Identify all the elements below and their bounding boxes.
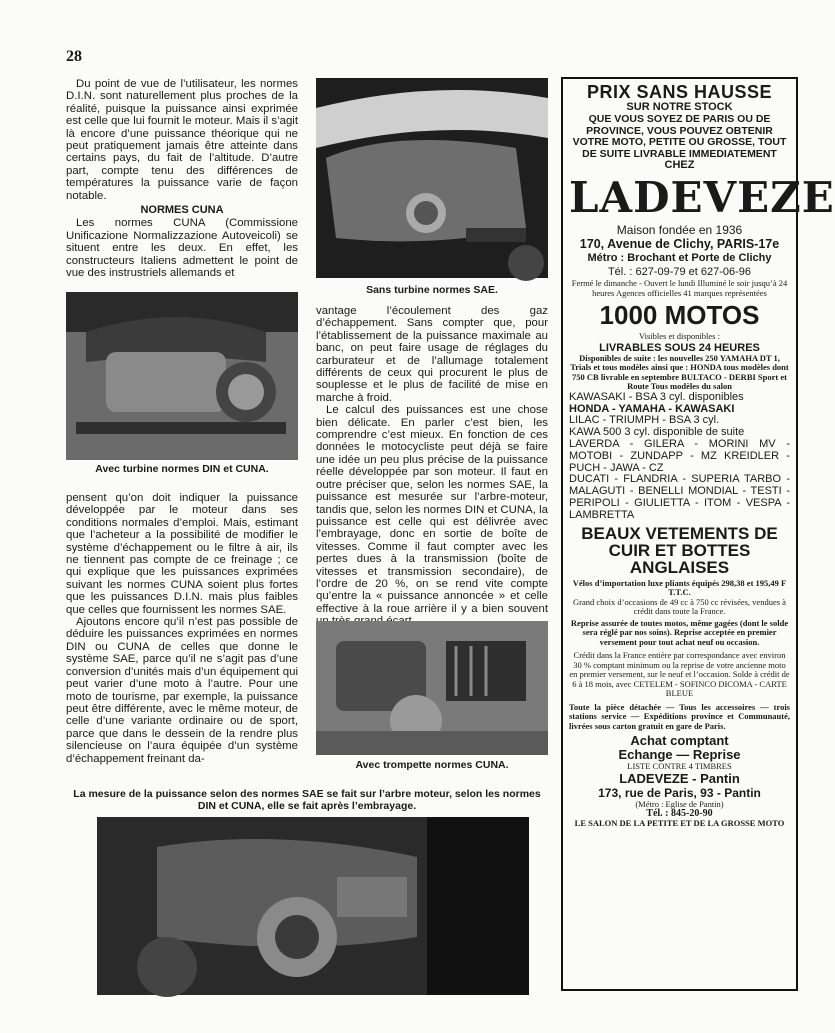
paragraph: Le calcul des puissances est une chose bien délicate. En parler c’est bien, les comprendre c’est mieux. En fonction de ces données le motocycliste peut déjà se faire une idée un peu plus précise de la puissance réelle développée par son moteur. Il faut en outre préciser que, selon les normes SAE, la puissance est mesurée sur l’arbre-moteur, tandis que, selon les normes DIN et CUNA, la puissance est celle qui est délivrée avec l’embrayage, donc en sortie de boîte de vitesses. Comme il faut compter avec les pertes dues à la transmission (boîte de vitesses et transmission secondaire), de l’ordre de 20 %, on se rend vite compte qu’entre la « puissance annoncée » et celle effective à la roue arrière il y a bien souvent	[316, 404, 548, 615]
ad-piece: Toute la pièce détachée — Tous les accessoires — trois stations service — Expéditions province et Communauté, livrées sous carton gratuit en gare de Paris.	[569, 701, 790, 731]
ad-address: 170, Avenue de Clichy, PARIS-17e	[579, 237, 780, 252]
caption-left: Avec turbine normes DIN et CUNA.	[95, 463, 269, 475]
ad-pantin-address: 173, rue de Paris, 93 - Pantin	[598, 785, 761, 800]
article-column-1-top	[66, 78, 298, 280]
ad-brand: LADEVEZE	[569, 173, 835, 223]
ad-visible: Visibles et disponibles :	[639, 331, 720, 342]
photo-turbine-din-cuna	[66, 292, 298, 460]
ad-velos: Vélos d’importation luxe pliants équipés 298,38 et 195,49 F T.T.C.	[572, 577, 787, 598]
page-number: 28	[66, 48, 82, 65]
ad-brands-3: LILAC - TRIUMPH - BSA 3 cyl.	[569, 414, 720, 427]
paragraph: Du point de vue de l’utilisateur, les normes D.I.N. sont naturellement plus proches de la réalité, puisque la puissance ainsi exprimée est celle que lui fournit le moteur. Mais il s’agit là encore d’une puissance théorique qui ne peut pratiquement jamais être atteinte dans certains pays, du fait de l’altitude. D’autre part, compte tenu des différences de températures la puissance varie de façon notable.	[66, 78, 298, 202]
ad-occasions: Grand choix d’occasions de 49 cc à 750 cc révisées, vendues à crédit dans toute la France.	[573, 596, 786, 617]
ad-motos: 1000 MOTOS	[599, 300, 760, 331]
ad-livrables: LIVRABLES SOUS 24 HEURES	[599, 341, 760, 354]
ad-text: QUE VOUS SOYEZ DE PARIS OU DE PROVINCE, VOUS POUVEZ OBTENIR VOTRE MOTO, PETITE OU GROSSE, TOUT DE SUITE LIVRABLE IMMEDIATEMENT	[572, 113, 787, 160]
photo-trompette-cuna	[316, 621, 548, 755]
ad-chez: CHEZ	[664, 159, 695, 172]
paragraph: vantage l’écoulement des gaz d’échappement. Sans compter que, pour l’établissement de la puissance maximale au banc, on peut faire usage de réglages du carburateur et de l’allumage totalement différents de ceux qui procurent le plus de souplesse et le plus de facilité de mise en marche à froid.	[316, 305, 548, 404]
caption-middle: Avec trompette normes CUNA.	[355, 759, 509, 771]
ad-brands-5: LAVERDA - GILERA - MORINI MV - MOTOBI - ZUNDAPP - MZ KREIDLER - PUCH - JAWA - CZ	[569, 438, 790, 474]
ad-brands-1: KAWASAKI - BSA 3 cyl. disponibles	[569, 390, 744, 403]
ad-vetements: BEAUX VETEMENTS DE CUIR ET BOTTES ANGLAISES	[581, 523, 778, 577]
caption-top-right: Sans turbine normes SAE.	[366, 284, 498, 296]
caption-bottom: La mesure de la puissance selon des normes SAE se fait sur l’arbre moteur, selon les normes DIN et CUNA, elle se fait après l’embrayage.	[73, 788, 541, 812]
ad-brands-2: HONDA - YAMAHA - KAWASAKI	[569, 402, 735, 415]
ad-pantin-tel: Tél. : 845-20-90	[646, 808, 713, 820]
photo-engine-bottom	[97, 817, 529, 995]
paragraph: pensent qu’on doit indiquer la puissance développée par le moteur dans ses conditions normales d’emploi. Mais, estimant que l’acheteur a la possibilité de modifier le système d’échappement ou le filtre à air, ils ne tiennent pas compte de ce freinage ; ce qui explique que les puissances exprimées suivant les normes CUNA soient plus fortes que les puissances D.I.N. mais plus faibles que celles que fournissent les normes SAE.	[66, 492, 298, 616]
ad-achat: Achat comptant	[630, 733, 729, 749]
ad-subline: SUR NOTRE STOCK	[626, 101, 733, 113]
ad-liste: LISTE CONTRE 4 TIMBRES	[627, 761, 732, 772]
paragraph: Les normes CUNA (Commissione Unificazione Normalizzazione Autoveicoli) se situent entre les deux. En effet, les constructeurs Italiens admettent le point de vue des instrustriels allemands et	[66, 217, 298, 280]
ad-hours: Fermé le dimanche - Ouvert le lundi Illuminé le soir jusqu’à 24 heures Agences officielles 41 marques représentées	[571, 278, 788, 298]
ad-brands-4: KAWA 500 3 cyl. disponible de suite	[569, 426, 745, 439]
ad-pantin-metro: (Métro : Eglise de Pantin)	[635, 798, 724, 809]
article-column-2	[316, 305, 548, 628]
ad-salon: LE SALON DE LA PETITE ET DE LA GROSSE MOTO	[574, 817, 785, 828]
section-heading: NORMES CUNA	[140, 204, 224, 217]
ad-brands-6: DUCATI - FLANDRIA - SUPERIA TARBO - MALAGUTI - BENELLI MONDIAL - TESTI - PERIPOLI - GIULIETTA - ITOM - VESPA - LAMBRETTA	[569, 473, 790, 521]
ad-pantin: LADEVEZE - Pantin	[619, 770, 740, 786]
ad-dispo: Disponibles de suite : les nouvelles 250 YAMAHA DT 1, Trials et tous modèles ainsi que : HONDA tous modèles dont 750 CB livrable en septembre BULTACO - DERBI Sport et Route Tous modèles du salon	[570, 352, 789, 392]
photo-sans-turbine-sae	[316, 78, 548, 278]
ad-founded: Maison fondée en 1936	[616, 223, 743, 238]
ad-headline: PRIX SANS HAUSSE	[586, 82, 773, 102]
ladeveze-advertisement	[561, 77, 835, 991]
ad-credit: Crédit dans la France entière par correspondance avec environ 30 % comptant minimum ou la reprise de votre ancienne moto en premier versement, sur le neuf et l’occasion. Solde à crédit de 6 à 18 mois, avec CETELEM - SOFINCO DICOMA - CARTE BLEUE	[569, 650, 790, 699]
ad-reprise: Reprise assurée de toutes motos, même gagées (dont le solde sera réglé par nos soins). Reprise acceptée en premier versement pour tout achat neuf ou occasion.	[570, 617, 789, 647]
ad-echange: Echange — Reprise	[618, 747, 741, 763]
paragraph: Ajoutons encore qu’il n’est pas possible de déduire les puissances exprimées en normes DIN ou CUNA de celles que donne le système SAE, parce qu’il ne s’agit pas d’une conversion d’unités mais d’un équipement qui peut varier d’une moto à l’autre. Pour une moto de tourisme, par exemple, la puissance peut être différente, avec le même moteur, de celle d’une variante ordinaire ou de sport, parce que dans le dessein de la rendre plus silencieuse on l’aura équipée d’un système d’échappement freinant da-	[66, 616, 298, 765]
ad-tel: Tél. : 627-09-79 et 627-06-96	[607, 266, 752, 279]
ad-metro: Métro : Brochant et Porte de Clichy	[587, 252, 772, 265]
article-column-1-bottom	[66, 492, 298, 765]
